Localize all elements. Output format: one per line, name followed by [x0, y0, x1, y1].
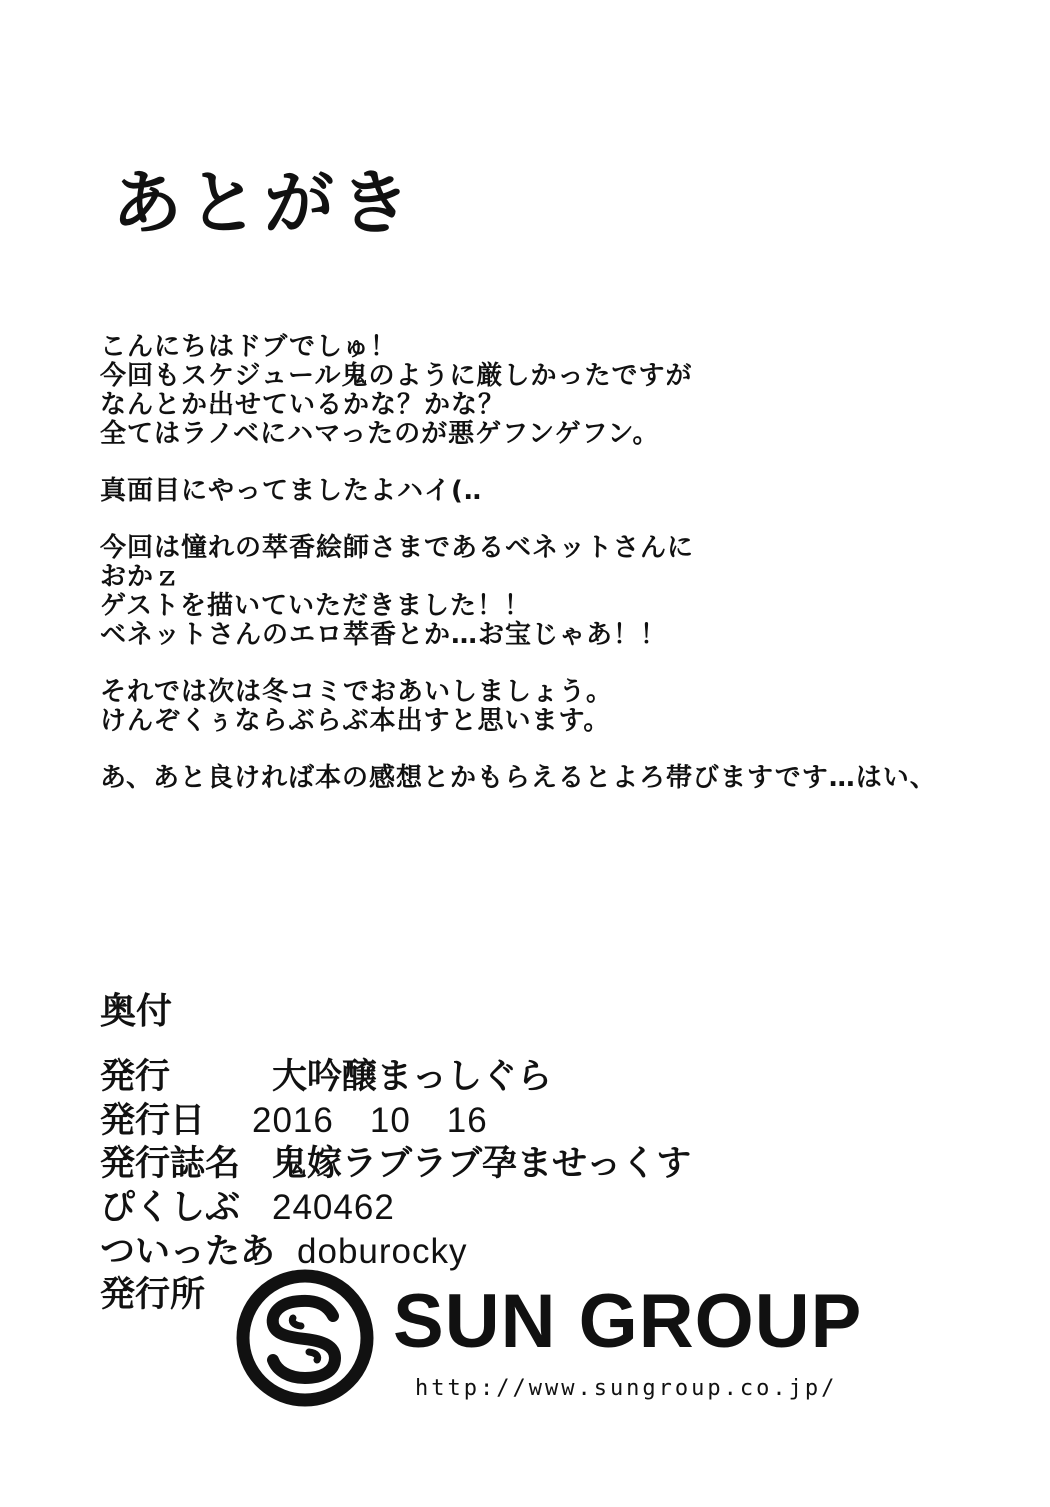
sun-group-logo-icon — [235, 1268, 375, 1408]
text-line: こんにちはドブでしゅ！ — [100, 332, 398, 362]
date-label: 発行日 — [100, 1101, 206, 1141]
printer-logo-url: http://www.sungroup.co.jp/ — [415, 1376, 838, 1401]
paragraph-serious — [100, 477, 1000, 506]
printer-logo — [235, 1268, 965, 1418]
paragraph-guest — [100, 534, 1000, 650]
text-line: あ、あと良ければ本の感想とかもらえるとよろ帯びますです…はい、 — [100, 763, 937, 793]
pixiv-row — [100, 1186, 1000, 1230]
colophon-heading: 奥付 — [100, 991, 173, 1032]
book-title-row — [100, 1143, 1000, 1186]
text-line: 今回もスケジュール鬼のように厳しかったですが — [100, 361, 693, 391]
date-value: 2016 10 16 — [252, 1101, 488, 1140]
afterword-title: あとがき — [112, 161, 416, 244]
twitter-label: ついったあ — [100, 1232, 276, 1272]
paragraph-greeting — [100, 333, 1000, 449]
publisher-row — [100, 1056, 1000, 1099]
printer-logo-name: SUN GROUP — [393, 1279, 863, 1364]
book-title-label: 発行誌名 — [100, 1144, 241, 1184]
publisher-label: 発行 — [100, 1057, 171, 1097]
text-line: それでは次は冬コミでおあいしましょう。 — [100, 677, 614, 707]
twitter-value: doburocky — [297, 1232, 468, 1271]
printer-label: 発行所 — [100, 1275, 206, 1315]
text-line: ベネットさんのエロ萃香とか…お宝じゃあ！！ — [100, 620, 668, 650]
paragraph-feedback — [100, 764, 1000, 793]
text-line: 今回は憧れの萃香絵師さまであるベネットさんに — [100, 533, 695, 563]
text-line: 真面目にやってましたよハイ(‥ — [100, 476, 483, 506]
pixiv-value: 240462 — [272, 1188, 395, 1227]
afterword-body — [100, 333, 1000, 821]
paragraph-next-event — [100, 678, 1000, 736]
pixiv-label: ぴくしぶ — [100, 1188, 241, 1228]
date-row — [100, 1099, 1000, 1143]
text-line: 全てはラノベにハマったのが悪ゲフンゲフン。 — [100, 419, 660, 449]
text-line: おかｚ — [100, 562, 182, 592]
publisher-value: 大吟醸まっしぐら — [272, 1057, 553, 1097]
text-line: なんとか出せているかな？かな？ — [100, 390, 506, 420]
book-title-value: 鬼嫁ラブラブ孕ませっくす — [272, 1144, 692, 1184]
text-line: ゲストを描いていただきました！！ — [100, 591, 531, 621]
text-line: けんぞくぅならぶらぶ本出すと思います。 — [100, 706, 611, 736]
